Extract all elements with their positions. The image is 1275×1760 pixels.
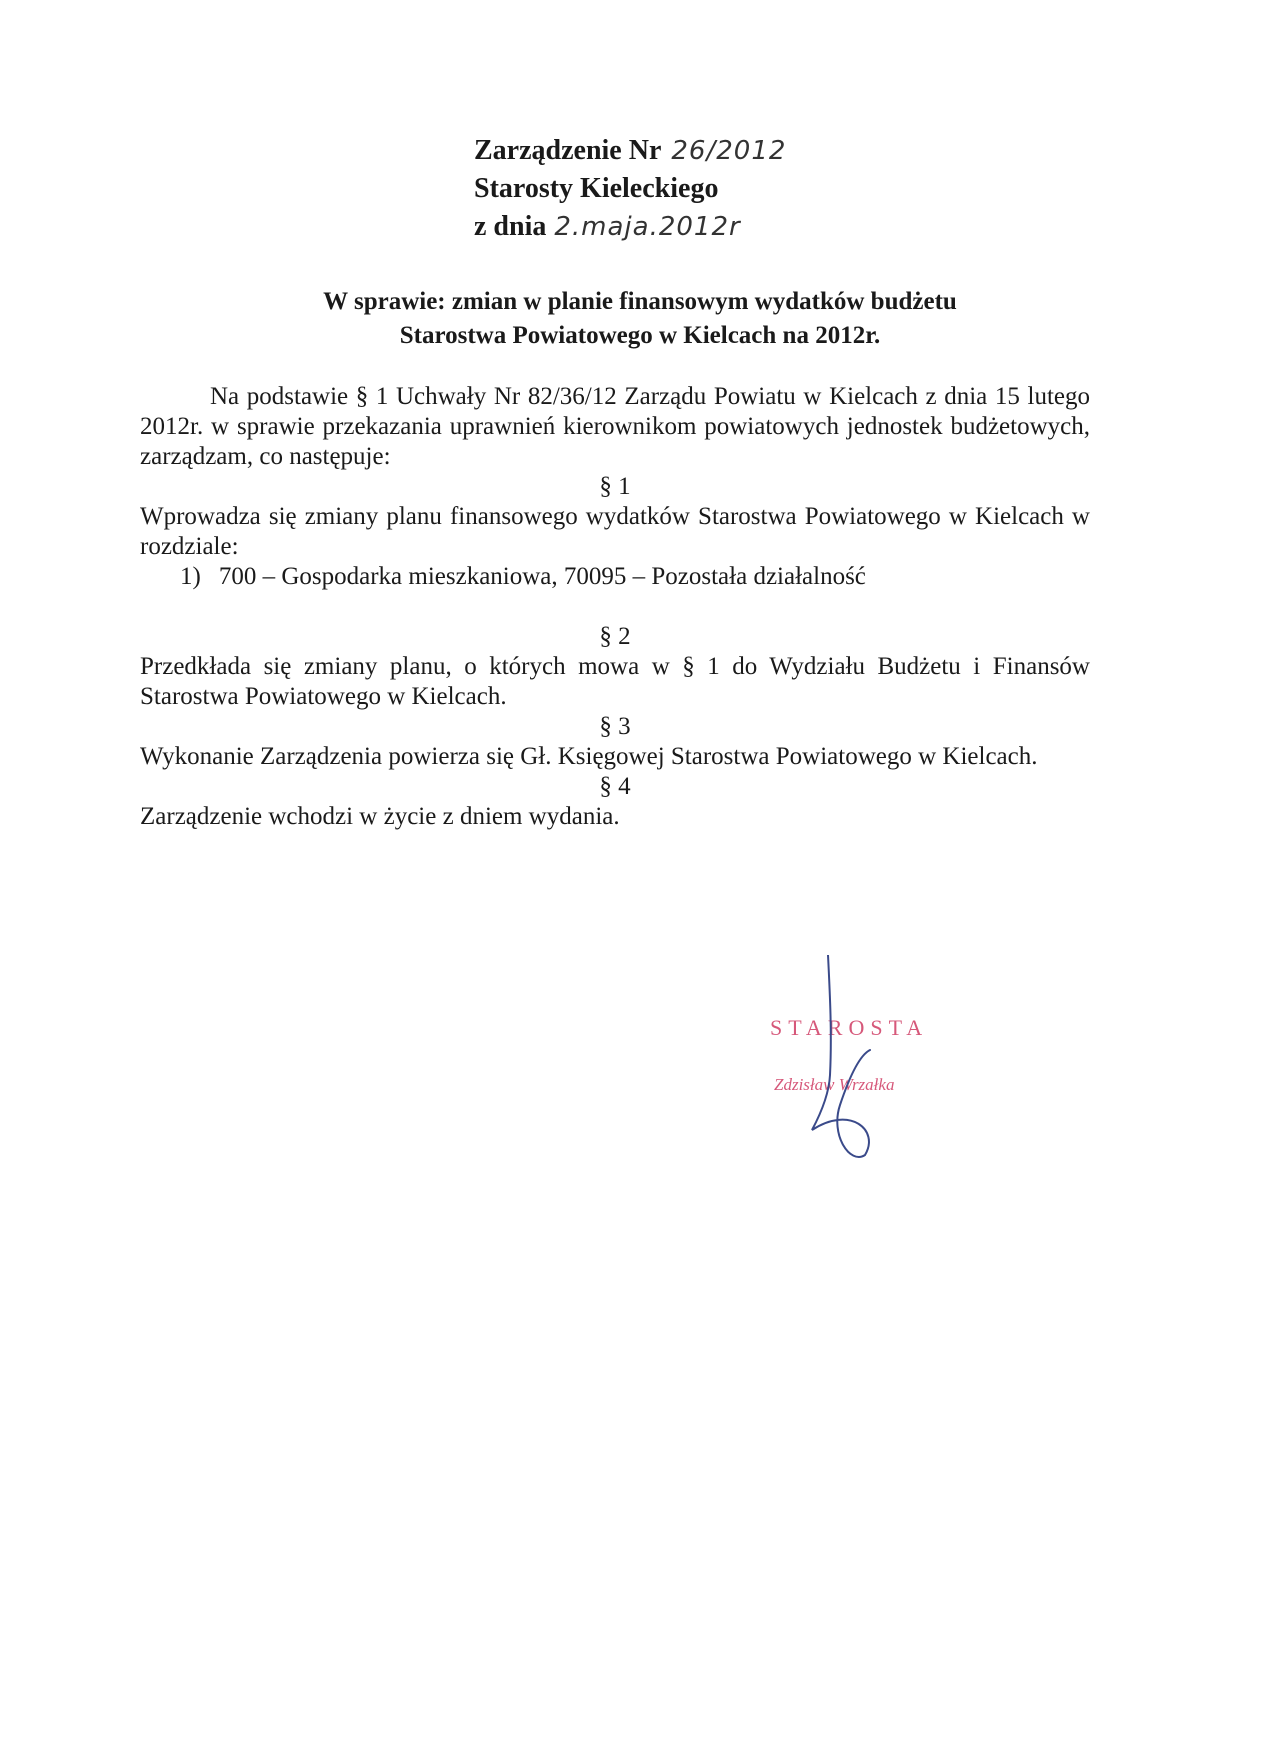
handwritten-number: 26/2012 [671,136,787,166]
list-item-text: 700 – Gospodarka mieszkaniowa, 70095 – Pozostała działalność [218,563,866,590]
section-1-sign: § 1 [599,473,631,500]
subject-line-2: Starostwa Powiatowego w Kielcach na 2012r. [399,322,881,349]
date-line [474,208,786,246]
section-2-sign: § 2 [599,623,631,650]
document-header [474,132,786,246]
issuer: Starosty Kieleckiego [474,173,719,204]
handwritten-signature [790,955,910,1165]
list-item [140,562,1090,592]
title-line [474,132,786,170]
subject-line-1: W sprawie: zmian w planie finansowym wydatków budżetu [323,288,957,315]
spacer [140,592,1090,622]
section-4-sign: § 4 [599,773,631,800]
title-prefix: Zarządzenie Nr [474,135,662,166]
handwritten-date: 2.maja.2012r [554,212,741,242]
section-4-text: Zarządzenie wchodzi w życie z dniem wydania. [140,803,620,830]
section-2-text: Przedkłada się zmiany planu, o których mowa w § 1 do Wydziału Budżetu i Finansów Starostwa Powiatowego w Kielcach. [140,653,1090,710]
preamble: Na podstawie § 1 Uchwały Nr 82/36/12 Zarządu Powiatu w Kielcach z dnia 15 lutego 2012r. w sprawie przekazania uprawnień kierownikom powiatowych jednostek budżetowych, zarządzam, co następuje: [140,383,1090,470]
subject-heading [140,285,1140,353]
stamp-name: Zdzisław Wrzałka [774,1075,895,1094]
list-item-number: 1) [180,563,201,590]
section-3-text: Wykonanie Zarządzenia powierza się Gł. Księgowej Starostwa Powiatowego w Kielcach. [140,743,1038,770]
stamp-title: STAROSTA [770,1015,929,1040]
section-3-sign: § 3 [599,713,631,740]
issuer-line [474,170,786,208]
document-body [140,382,1090,832]
section-1-text: Wprowadza się zmiany planu finansowego wydatków Starostwa Powiatowego w Kielcach w rozdziale: [140,503,1090,560]
date-prefix: z dnia [474,211,547,242]
